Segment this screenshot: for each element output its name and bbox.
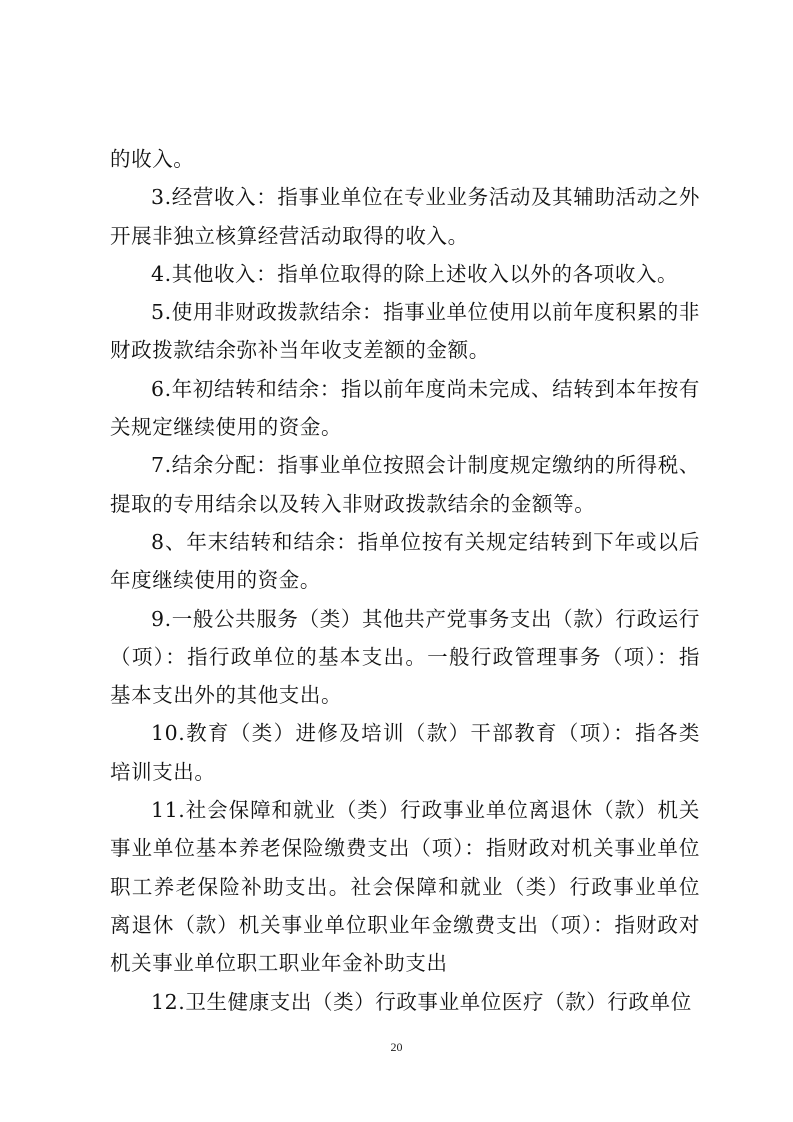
paragraph-operating-income: 3.经营收入：指事业单位在专业业务活动及其辅助活动之外开展非独立核算经营活动取得的收入。	[110, 185, 700, 248]
paragraph-education: 10.教育（类）进修及培训（款）干部教育（项）：指各类培训支出。	[110, 721, 700, 784]
page-number: 20	[390, 1040, 403, 1054]
paragraph-continuation: 的收入。	[110, 147, 195, 171]
paragraph-opening-balance: 6.年初结转和结余：指以前年度尚未完成、结转到本年按有关规定继续使用的资金。	[110, 376, 700, 440]
paragraph-general-public-services: 9.一般公共服务（类）其他共产党事务支出（款）行政运行（项）：指行政单位的基本支出。一般行政管理事务（项）：指基本支出外的其他支出。	[110, 606, 700, 708]
paragraph-health: 12.卫生健康支出（类）行政事业单位医疗（款）行政单位	[151, 989, 692, 1014]
paragraph-social-security: 11.社会保障和就业（类）行政事业单位离退休（款）机关事业单位基本养老保险缴费支出（项）：指财政对机关事业单位职工养老保险补助支出。社会保障和就业（类）行政事业单位离退休（款）机关事业单位职业年金缴费支出（项）：指财政对机关事业单位职工职业年金补助支出	[110, 798, 700, 976]
paragraph-closing-balance: 8、年末结转和结余：指单位按有关规定结转到下年或以后年度继续使用的资金。	[110, 529, 700, 593]
paragraph-balance-distribution: 7.结余分配：指事业单位按照会计制度规定缴纳的所得税、提取的专用结余以及转入非财政拨款结余的金额等。	[110, 453, 700, 516]
paragraph-non-fiscal-balance: 5.使用非财政拨款结余：指事业单位使用以前年度积累的非财政拨款结余弥补当年收支差额的金额。	[110, 300, 700, 363]
body-text	[110, 140, 700, 1021]
paragraph-other-income: 4.其他收入：指单位取得的除上述收入以外的各项收入。	[151, 261, 679, 286]
